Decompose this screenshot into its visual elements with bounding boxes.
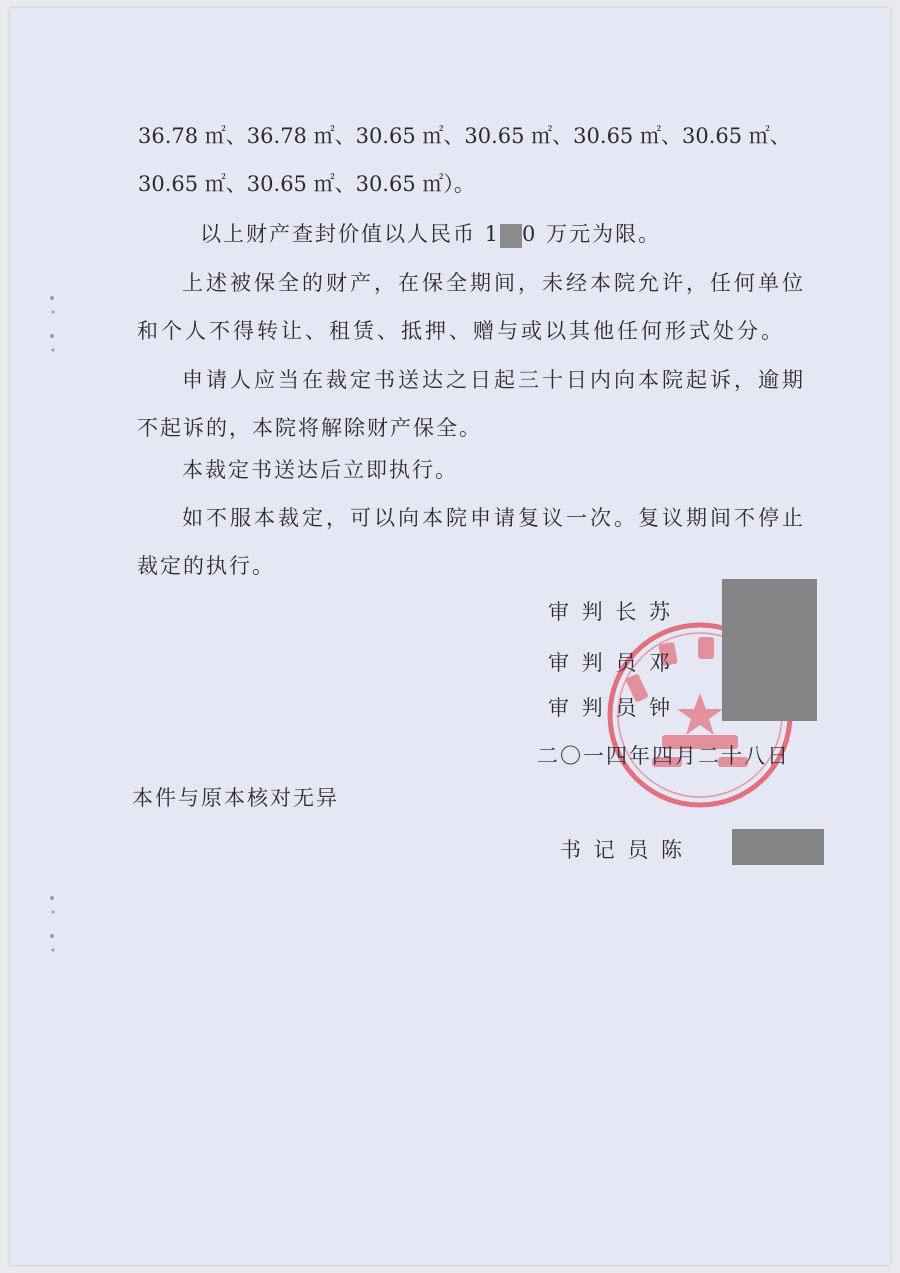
preservation-paragraph-line-1: 上述被保全的财产，在保全期间，未经本院允许，任何单位 [182,271,806,295]
certification-note: 本件与原本核对无异 [132,786,339,810]
preservation-paragraph-line-2: 和个人不得转让、租赁、抵押、赠与或以其他任何形式处分。 [137,319,785,343]
value-limit-paragraph [200,218,661,248]
document-page [10,8,890,1265]
binding-marks-lower [40,888,64,968]
review-paragraph-line-1: 如不服本裁定，可以向本院申请复议一次。复议期间不停止 [182,506,806,530]
value-limit-text-start: 以上财产查封价值以人民币 1 [200,222,501,246]
property-area-line-2: 30.65 ㎡、30.65 ㎡、30.65 ㎡）。 [138,172,475,196]
property-area-line-1: 36.78 ㎡、36.78 ㎡、30.65 ㎡、30.65 ㎡、30.65 ㎡、30.65 ㎡、 [138,124,791,148]
lawsuit-paragraph-line-1: 申请人应当在裁定书送达之日起三十日内向本院起诉，逾期 [182,368,806,392]
review-paragraph-line-2: 裁定的执行。 [137,554,275,578]
redacted-clerk-name [732,829,824,865]
chief-judge-signature: 审 判 长 苏 [548,600,674,624]
judge-signature-1: 审 判 员 邓 [548,651,674,675]
value-limit-text-end: 0 万元为限。 [522,222,662,246]
redacted-judge-names [722,579,817,721]
decision-date: 二〇一四年四月二十八日 [537,744,790,768]
clerk-signature: 书 记 员 陈 [560,838,686,862]
execution-paragraph: 本裁定书送达后立即执行。 [182,458,458,482]
judge-signature-2: 审 判 员 钟 [548,696,674,720]
lawsuit-paragraph-line-2: 不起诉的，本院将解除财产保全。 [137,416,482,440]
redacted-amount [500,224,522,248]
binding-marks [40,288,64,368]
